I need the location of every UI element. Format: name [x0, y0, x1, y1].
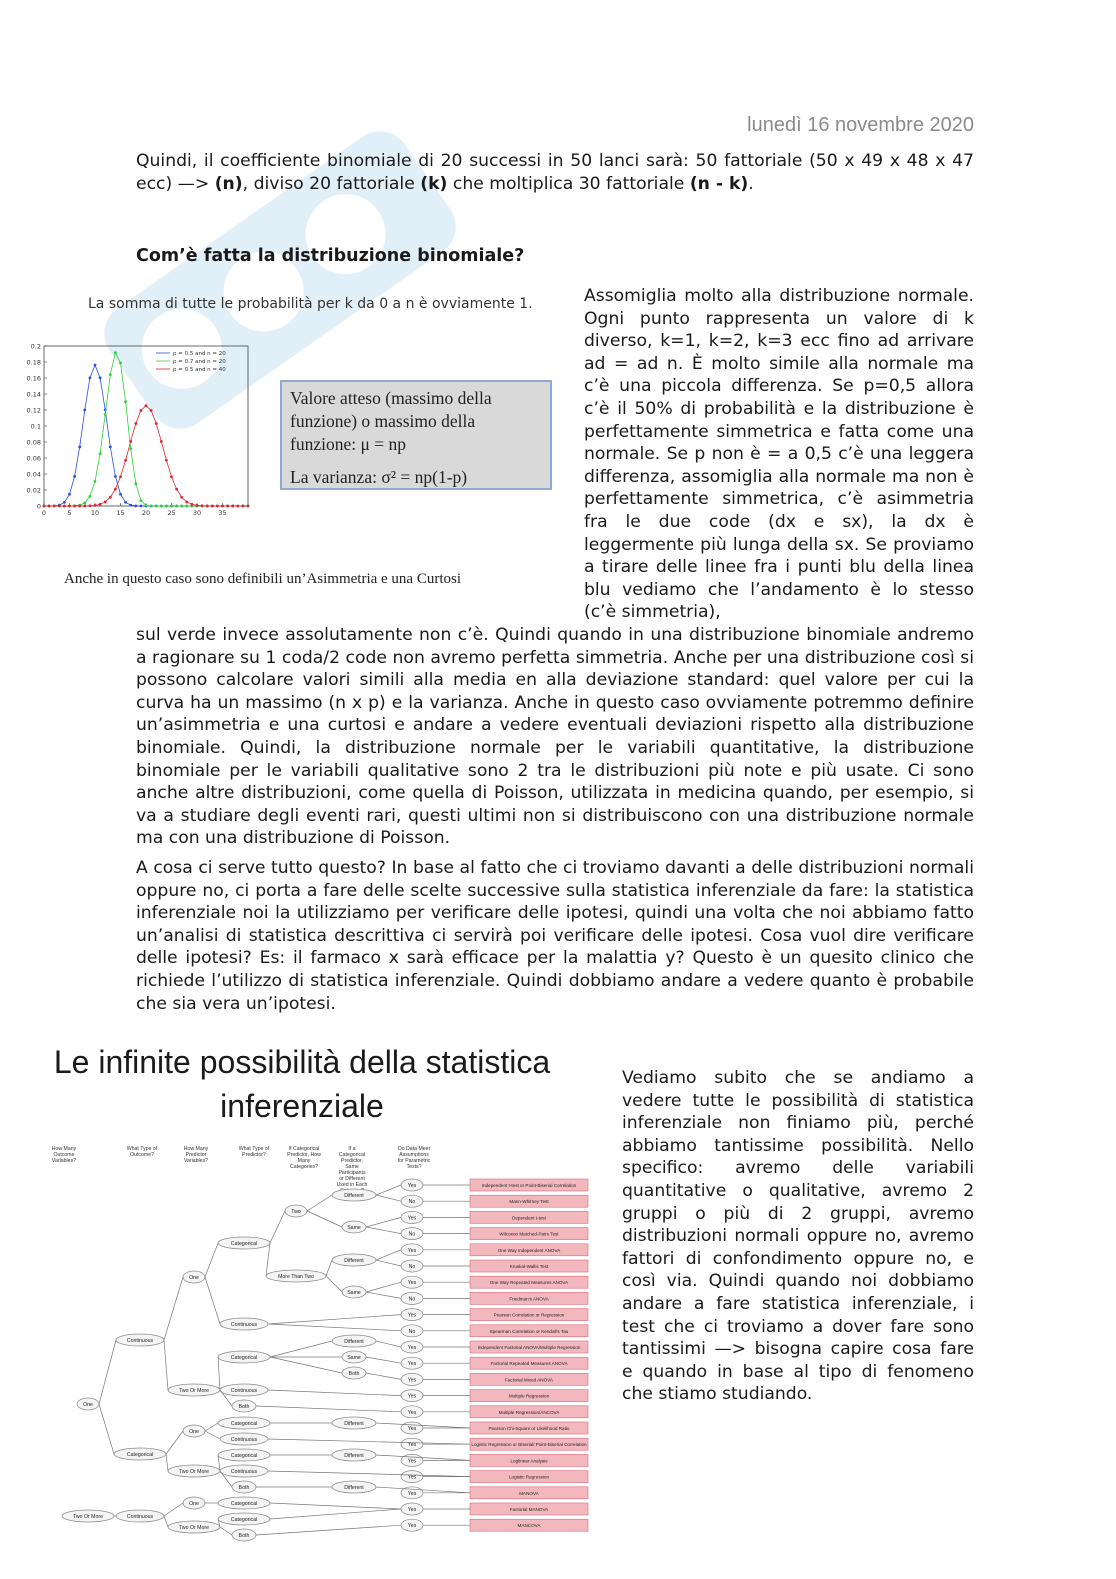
data-point: [129, 440, 132, 443]
data-point: [109, 373, 112, 376]
data-point: [206, 505, 209, 508]
no-node-label: No: [408, 1328, 416, 1335]
test-label: Logistic Regression or Biserial/ Point-Biserial Correlation: [471, 1442, 587, 1448]
formula-line-2: funzione) o massimo della: [290, 411, 476, 431]
continuous-node-label: Continuous: [230, 1388, 258, 1394]
test-label: Factorial Repeated Measures ANOVA: [490, 1361, 568, 1367]
yes-node-label: Yes: [407, 1280, 417, 1287]
tree-link: [270, 1509, 401, 1519]
same-node-label: Same: [347, 1290, 361, 1296]
tree-link: [205, 1431, 220, 1439]
tree-link: [366, 1357, 401, 1363]
tree-link: [376, 1260, 401, 1266]
data-point: [99, 452, 102, 455]
data-point: [58, 505, 61, 508]
yes-node-label: Yes: [407, 1183, 417, 1189]
tree-link: [376, 1341, 401, 1347]
data-point: [114, 488, 117, 491]
data-point: [247, 505, 250, 508]
continuous-node-label: Continuous: [230, 1322, 258, 1328]
yes-node-label: Yes: [407, 1247, 417, 1254]
test-label: Kruskal-Wallis Test: [509, 1264, 549, 1269]
statistics-decision-tree: [22, 1140, 594, 1550]
one-node-label: One: [189, 1275, 199, 1281]
test-label: Factorial Mixed ANOVA: [505, 1377, 553, 1383]
continuous-node-label: Continuous: [230, 1437, 258, 1443]
tree-link: [256, 1525, 401, 1535]
data-point: [216, 505, 219, 508]
one-node-label: One: [189, 1501, 199, 1507]
no-node-label: No: [408, 1264, 416, 1270]
yes-node-label: Yes: [407, 1345, 417, 1351]
data-point: [140, 505, 143, 508]
different-node-label: Different: [344, 1421, 364, 1427]
no-node-label: No: [408, 1231, 416, 1238]
same-node-label: Same: [347, 1355, 361, 1361]
figure1-caption: Anche in questo caso sono definibili un’Asimmetria e una Curtosi: [64, 571, 462, 587]
tree-link: [205, 1423, 218, 1431]
tree-column-header: How Many Predictor Variables?: [183, 1146, 209, 1164]
data-point: [104, 413, 107, 416]
one-outcome-node-label: One: [83, 1402, 93, 1408]
x-tick-label: 35: [218, 509, 227, 517]
test-label: Independent Factorial ANOVA/Multiple Regression: [477, 1345, 581, 1350]
test-label: Independent t-test or Point-Biserial Correlation: [481, 1183, 577, 1188]
data-point: [83, 505, 86, 508]
test-label: MANCOVA: [517, 1523, 541, 1529]
yes-node-label: Yes: [407, 1312, 417, 1319]
data-point: [68, 505, 71, 508]
test-label: MANOVA: [519, 1490, 539, 1496]
data-point: [109, 445, 112, 448]
figure1-note: La somma di tutte le probabilità per k da 0 a n è ovviamente 1.: [88, 296, 533, 312]
test-label: Pearson Correlation or Regression: [493, 1312, 565, 1318]
categorical-node-label: Categorical: [230, 1517, 258, 1523]
data-point: [180, 496, 183, 499]
x-tick-label: 20: [141, 509, 151, 517]
figure2-title-line-1: Le infinite possibilità della statistica: [53, 1044, 551, 1080]
data-point: [145, 504, 148, 507]
data-point: [124, 501, 127, 504]
two-node-label: Two: [291, 1209, 301, 1215]
tree-link: [268, 1324, 401, 1331]
continuous-outcome-node-label: Continuous: [126, 1514, 154, 1520]
test-label: Spearman Correlation or Kendall's Tau: [489, 1328, 569, 1334]
x-tick-label: 10: [90, 509, 100, 517]
formula-line-1: Valore atteso (massimo della: [290, 388, 492, 408]
x-tick-label: 15: [116, 509, 125, 517]
tree-link: [268, 1315, 401, 1324]
data-point: [236, 505, 239, 508]
data-point: [134, 504, 137, 507]
tree-column-header: What Type of Outcome?: [126, 1146, 158, 1158]
categorical-node-label: Categorical: [230, 1241, 258, 1247]
right-column-text-2: Vediamo subito che se andiamo a vedere tutte le possibilità di statistica inferenziale non finiamo più, perché abbiamo tantissime possibilità. Nello specifico: avremo delle variabili quantitative o qualitative, avremo 2 gruppi o più di 2 gruppi, avremo distribuzioni normali oppure no, avremo fattori di confondimento oppure no, e così via. Quindi quando noi dobbiamo andare a fare statistica inferenziale, i test che ci troviamo a dover fare sono tantissimi —> bisogna capire cosa fare e quando in base al tipo di fenomeno che stiamo studiando.: [622, 1068, 974, 1405]
data-point: [48, 505, 51, 508]
yes-node-label: Yes: [407, 1523, 417, 1530]
tree-link: [268, 1439, 470, 1444]
y-tick-label: 0.06: [26, 454, 41, 463]
tree-link: [270, 1211, 285, 1243]
data-point: [73, 505, 76, 508]
y-tick-label: 0.2: [30, 342, 41, 351]
data-point: [160, 440, 163, 443]
different-node-label: Different: [344, 1258, 364, 1264]
y-tick-label: 0.04: [26, 470, 41, 479]
data-point: [94, 504, 97, 507]
same-node-label: Same: [347, 1225, 361, 1231]
data-point: [129, 504, 132, 507]
categorical-outcome-node-label: Categorical: [126, 1452, 154, 1458]
y-tick-label: 0.02: [26, 486, 41, 495]
data-point: [89, 376, 92, 379]
tree-link: [218, 1357, 220, 1390]
x-tick-label: 30: [192, 509, 202, 517]
data-point: [155, 422, 158, 425]
tree-link: [366, 1373, 401, 1379]
figure2-title-line-2: inferenziale: [220, 1088, 384, 1124]
two-or-more-node-label: Two Or More: [179, 1469, 209, 1475]
test-label: Mann-Whitney Test: [509, 1199, 549, 1205]
tree-column-header: How Many Outcome Variables?: [51, 1146, 77, 1164]
tree-link: [270, 1503, 401, 1509]
tree-link: [376, 1185, 401, 1195]
yes-node-label: Yes: [407, 1490, 417, 1497]
data-point: [226, 505, 229, 508]
data-point: [78, 445, 81, 448]
legend-label: p = 0.5 and n = 40: [173, 367, 226, 373]
data-point: [119, 475, 122, 478]
tree-link: [270, 1357, 342, 1373]
tree-link: [166, 1431, 183, 1454]
data-point: [134, 482, 137, 485]
section-heading: Com’è fatta la distribuzione binomiale?: [136, 246, 525, 266]
x-tick-label: 5: [67, 509, 72, 517]
data-point: [211, 505, 214, 508]
tree-link: [268, 1390, 401, 1396]
data-point: [99, 376, 102, 379]
data-point: [160, 505, 163, 508]
y-tick-label: 0: [36, 502, 41, 511]
data-point: [180, 505, 183, 508]
tree-link: [205, 1243, 218, 1277]
series-line: [44, 365, 248, 506]
data-point: [150, 505, 153, 508]
tree-link: [326, 1276, 342, 1292]
yes-node-label: Yes: [407, 1458, 417, 1465]
categorical-node-label: Categorical: [230, 1421, 258, 1427]
test-label: Loglinear Analysis: [510, 1458, 548, 1464]
data-point: [63, 501, 66, 504]
x-tick-label: 25: [167, 509, 176, 517]
both-node-label: Both: [348, 1371, 360, 1377]
data-point: [170, 505, 173, 508]
data-point: [68, 493, 71, 496]
yes-node-label: Yes: [407, 1474, 417, 1481]
data-point: [89, 504, 92, 507]
tree-link: [220, 1527, 232, 1535]
tree-link: [166, 1454, 168, 1471]
continuous-outcome-node-label: Continuous: [126, 1338, 154, 1344]
y-tick-label: 0.16: [26, 374, 41, 383]
yes-node-label: Yes: [407, 1426, 417, 1432]
legend-label: p = 0.7 and n = 20: [173, 359, 226, 365]
x-tick-label: 0: [41, 509, 47, 517]
tree-column-header: If a Categorical Predictor, Same Participants or Different Used in Each: [336, 1146, 368, 1188]
data-point: [175, 488, 178, 491]
data-point: [231, 505, 234, 508]
data-point: [175, 505, 178, 508]
tree-link: [376, 1195, 401, 1201]
tree-link: [164, 1516, 168, 1527]
intro-paragraph: Quindi, il coefficiente binomiale di 20 successi in 50 lanci sarà: 50 fattoriale (50 x 49 x 48 x 47 ecc) —> (n), diviso 20 fattoriale (k) che moltiplica 30 fattoriale (n - k).: [136, 151, 974, 194]
yes-node-label: Yes: [407, 1442, 417, 1449]
data-point: [221, 505, 224, 508]
data-point: [140, 499, 143, 502]
data-point: [155, 505, 158, 508]
formula-box: [280, 380, 552, 490]
tree-link: [164, 1340, 168, 1390]
test-label: Friedman's ANOVA: [509, 1296, 549, 1302]
tree-link: [256, 1406, 401, 1412]
inference-paragraph: A cosa ci serve tutto questo? In base al fatto che ci troviamo davanti a delle distribuzioni normali oppure no, ci porta a fare delle scelte successive sulla statistica inferenziale da fare: la statistica inferenziale noi la utilizziamo per verificare delle ipotesi, quindi una volta che noi abbiamo fatto un’analisi di statistica descrittiva ci servirà poi verificare delle ipotesi. Cosa vuol dire verificare delle ipotesi? Es: il farmaco x sarà efficace per la malattia y? Questo è un quesito clinico che richiede l’utilizzo di statistica inferenziale. Quindi dobbiamo andare a vedere quanto è probabile che sia vera un’ipotesi.: [136, 858, 974, 1014]
test-label: Multiple Regression: [508, 1393, 550, 1399]
yes-node-label: Yes: [407, 1409, 417, 1416]
tree-link: [270, 1341, 332, 1357]
yes-node-label: Yes: [407, 1377, 417, 1384]
data-point: [114, 475, 117, 478]
data-point: [134, 422, 137, 425]
tree-column-header: What Type of Predictor?: [238, 1146, 270, 1158]
test-label: Factorial MANOVA: [509, 1507, 549, 1512]
data-point: [109, 496, 112, 499]
categorical-node-label: Categorical: [230, 1501, 258, 1507]
two-or-more-outcome-node-label: Two Or More: [73, 1514, 103, 1520]
no-node-label: No: [408, 1296, 416, 1303]
binomial-chart: [24, 338, 260, 522]
test-label: Dependent t-test: [512, 1215, 546, 1221]
tree-link: [164, 1277, 183, 1340]
continuous-node-label: Continuous: [230, 1469, 258, 1475]
data-point: [201, 504, 204, 507]
tree-link: [366, 1292, 401, 1298]
test-label: Multiple Regression/ANCOVA: [498, 1409, 560, 1415]
test-label: One Way Repeated Measures ANOVA: [489, 1280, 569, 1286]
two-or-more-node-label: Two Or More: [179, 1388, 209, 1394]
different-node-label: Different: [344, 1453, 364, 1459]
tree-link: [268, 1471, 470, 1477]
y-tick-label: 0.12: [26, 406, 41, 415]
tree-link: [366, 1217, 401, 1227]
both-node-label: Both: [238, 1485, 250, 1491]
data-point: [185, 501, 188, 504]
data-point: [145, 404, 148, 407]
y-tick-label: 0.08: [26, 438, 41, 447]
data-point: [191, 503, 194, 506]
test-label: Logistic Regression: [508, 1474, 550, 1480]
y-tick-label: 0.1: [30, 422, 41, 431]
categorical-node-label: Categorical: [230, 1453, 258, 1459]
data-point: [89, 495, 92, 498]
data-point: [114, 351, 117, 354]
formula-line-3: funzione: μ = np: [290, 434, 406, 454]
data-point: [185, 505, 188, 508]
tree-column-header: If Categorical Predictor, How Many Categories?: [287, 1146, 321, 1170]
data-point: [196, 504, 199, 507]
yes-node-label: Yes: [407, 1507, 417, 1513]
data-point: [242, 505, 245, 508]
tree-link: [307, 1195, 332, 1211]
categorical-node-label: Categorical: [230, 1355, 258, 1361]
right-column-text-1: Assomiglia molto alla distribuzione normale. Ogni punto rappresenta un valore di k diverso, k=1, k=2, k=3 ecc fino ad arrivare ad = ad n. È molto simile alla normale ma c’è una piccola differenza. Se p=0,5 allora c’è il 50% di probabilità e la distribuzione è perfettamente simmetrica e fatta come una normale. Se p non è = a 0,5 c’è una leggera differenza, assomiglia alla normale ma non è perfettamente simmetrica, c’è asimmetria fra le due code (dx e sx), la dx è leggermente più lunga della sx. Se proviamo a tirare delle linee fra i punti blu della linea blu vediamo che l’andamento è lo stesso (c’è simmetria),: [584, 286, 974, 623]
no-node-label: No: [408, 1199, 416, 1206]
test-label: Wilcoxon Matched-Pairs Test: [499, 1231, 559, 1237]
data-point: [63, 505, 66, 508]
data-point: [94, 480, 97, 483]
tree-link: [326, 1260, 332, 1276]
continuation-paragraph: sul verde invece assolutamente non c’è. Quindi quando in una distribuzione binomiale andremo a ragionare su 1 coda/2 code non avremo perfetta simmetria. Anche per una distribuzione così si possono calcolare valori simili alla media en alla deviazione standard: quel valore per cui la curva ha un massimo (n x p) e la varianza. Anche in questo caso ovviamente potremmo definire un’asimmetria e una curtosi e andare a vedere eventuali deviazioni rispetto alla distribuzione binomiale. Quindi, la distribuzione normale per le variabili quantitative, la distribuzione binomiale per le variabili qualitative sono 2 tra le distribuzioni più note e più usate. Ci sono anche altre distribuzioni, come quella di Poisson, utilizzata in medicina quando, per esempio, si va a studiare degli eventi rari, questi ultimi non si distribuiscono con una distribuzione normale ma con una distribuzione di Poisson.: [136, 625, 974, 849]
tree-link: [266, 1243, 270, 1276]
data-point: [99, 503, 102, 506]
data-point: [104, 501, 107, 504]
more-than-two-node-label: More Than Two: [278, 1274, 314, 1280]
data-point: [73, 475, 76, 478]
tree-link: [366, 1282, 401, 1292]
both-node-label: Both: [238, 1404, 250, 1410]
test-label: Pearson Chi-Square or Likelihood Ratio: [488, 1426, 570, 1431]
both-node-label: Both: [238, 1533, 250, 1539]
data-point: [129, 447, 132, 450]
different-node-label: Different: [344, 1193, 364, 1199]
data-point: [83, 408, 86, 411]
data-point: [165, 505, 168, 508]
one-node-label: One: [189, 1429, 199, 1435]
figure2-title: [22, 1040, 582, 1128]
yes-node-label: Yes: [407, 1361, 417, 1368]
tree-link: [99, 1404, 114, 1454]
y-tick-label: 0.14: [26, 390, 41, 399]
data-point: [140, 409, 143, 412]
tree-column-header: Do Data Meet Assumptions for Parametric Tests?: [397, 1146, 431, 1170]
data-point: [43, 505, 46, 508]
data-point: [150, 409, 153, 412]
different-node-label: Different: [344, 1485, 364, 1491]
two-or-more-node-label: Two Or More: [179, 1525, 209, 1531]
data-point: [124, 459, 127, 462]
data-point: [119, 362, 122, 365]
test-label: One Way Independent ANOVA: [497, 1247, 561, 1253]
data-point: [83, 502, 86, 505]
data-point: [119, 493, 122, 496]
tree-link: [164, 1503, 183, 1516]
legend-label: p = 0.5 and n = 20: [173, 351, 226, 357]
yes-node-label: Yes: [407, 1393, 417, 1400]
page-date: lunedì 16 novembre 2020: [747, 114, 974, 136]
data-point: [78, 505, 81, 508]
data-point: [170, 475, 173, 478]
data-point: [165, 459, 168, 462]
data-point: [53, 505, 56, 508]
different-node-label: Different: [344, 1339, 364, 1345]
data-point: [94, 364, 97, 367]
tree-link: [99, 1340, 116, 1404]
tree-link: [366, 1227, 401, 1234]
series-line: [44, 406, 248, 506]
formula-line-4: La varianza: σ² = np(1-p): [290, 467, 468, 487]
data-point: [124, 400, 127, 403]
tree-link: [307, 1211, 342, 1227]
tree-link: [205, 1277, 220, 1324]
series-line: [44, 353, 248, 506]
y-tick-label: 0.18: [26, 358, 41, 367]
yes-node-label: Yes: [407, 1215, 417, 1222]
tree-link: [376, 1250, 401, 1260]
